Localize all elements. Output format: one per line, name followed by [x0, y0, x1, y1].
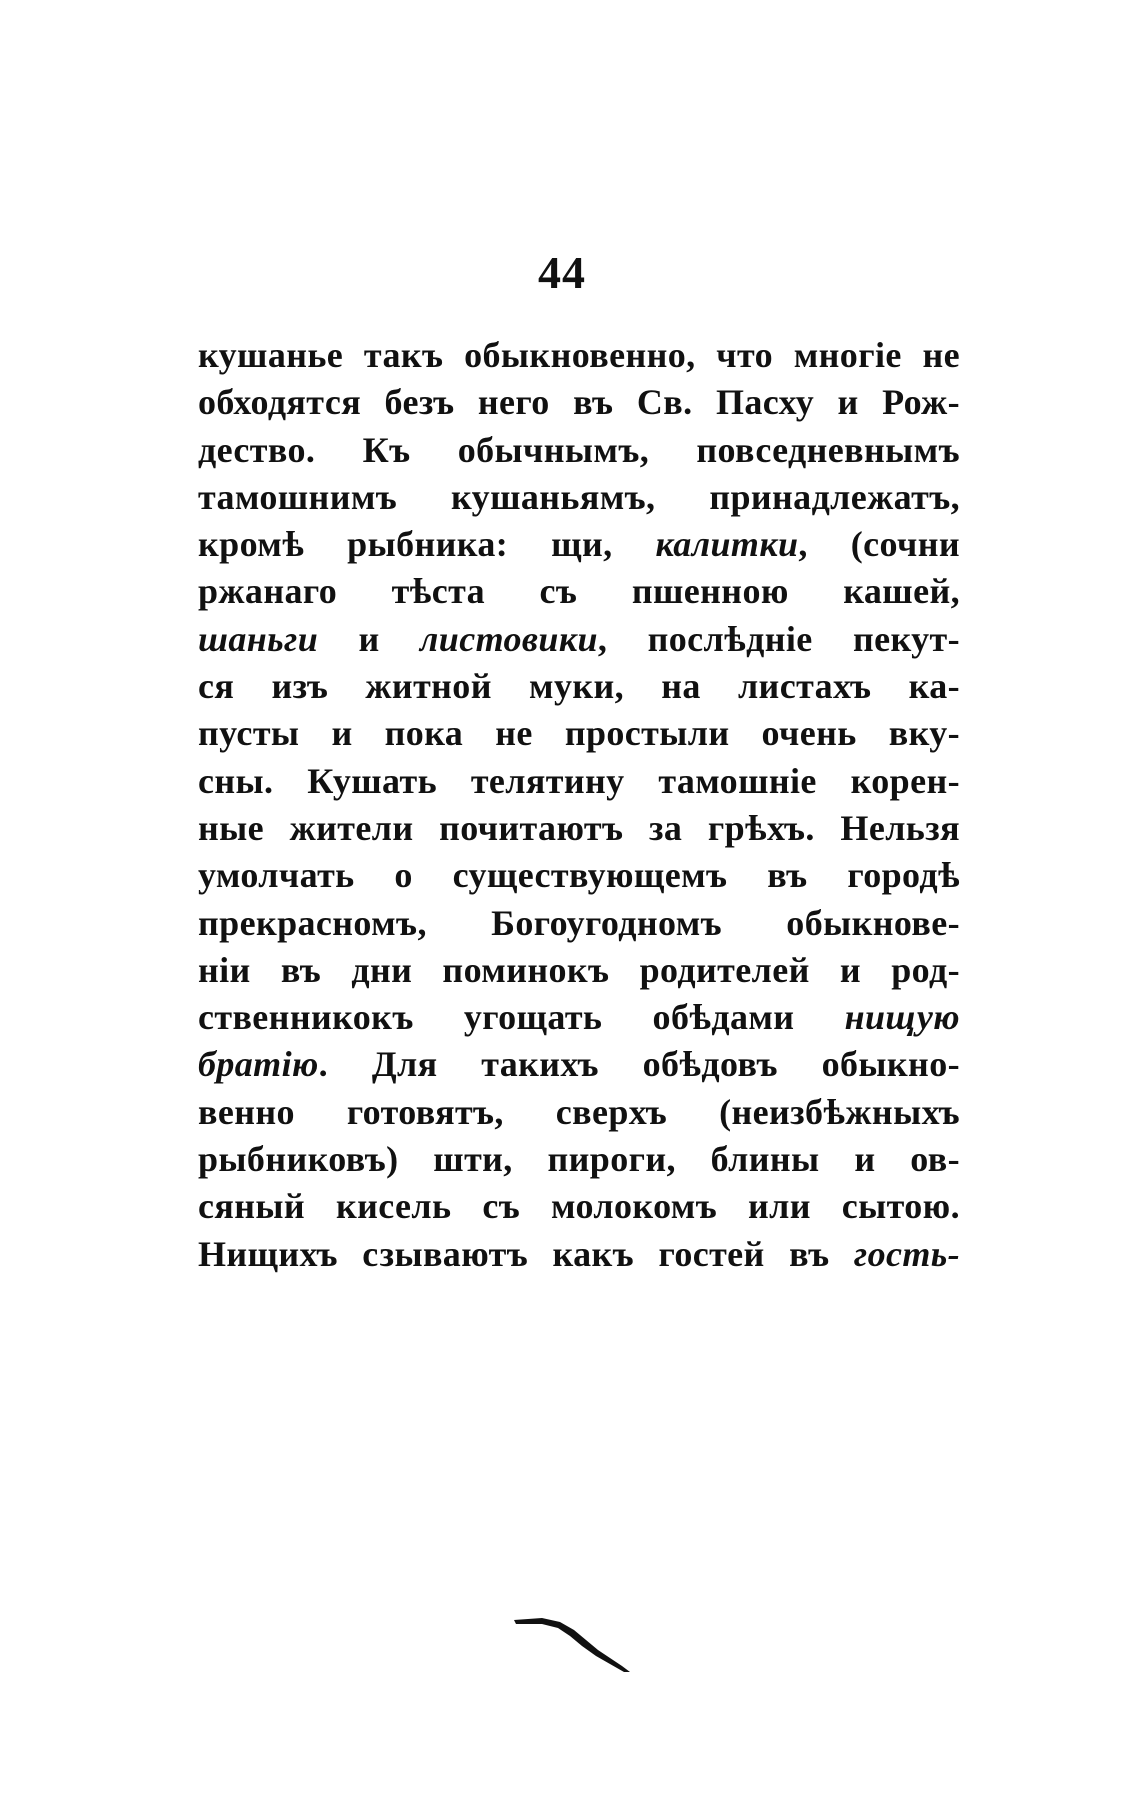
text-segment: пусты и пока не простыли очень вку-: [198, 713, 960, 754]
text-segment: тамошнимъ кушаньямъ, принадлежатъ,: [198, 476, 960, 517]
text-line: [198, 568, 960, 615]
italic-segment: братію: [198, 1044, 319, 1085]
text-line: [198, 758, 960, 805]
text-line: [198, 1041, 960, 1088]
italic-segment: листовики: [419, 618, 598, 659]
italic-segment: шаньги: [198, 618, 319, 659]
text-segment: рыбниковъ) шти, пироги, блины и ов-: [198, 1139, 960, 1180]
text-line: [198, 710, 960, 757]
text-segment: венно готовятъ, сверхъ (неизбѣжныхъ: [198, 1091, 960, 1132]
text-segment: , послѣдніе пекут-: [597, 618, 960, 659]
text-segment: дество. Къ обычнымъ, повседневнымъ: [198, 429, 960, 470]
text-line: [198, 947, 960, 994]
text-segment: ніи въ дни поминокъ родителей и род-: [198, 949, 960, 990]
text-segment: , (сочни: [798, 524, 960, 565]
text-segment: ственникокъ угощать обѣдами: [198, 997, 845, 1038]
text-line: [198, 1231, 960, 1278]
text-line: [198, 616, 960, 663]
text-line: [198, 805, 960, 852]
text-line: [198, 1183, 960, 1230]
ink-smudge: [512, 1614, 642, 1674]
text-segment: сяный кисель съ молокомъ или сытою.: [198, 1186, 960, 1227]
text-segment: кушанье такъ обыкновенно, что многіе не: [198, 335, 960, 375]
text-line: [198, 332, 960, 379]
text-segment: сны. Кушать телятину тамошніе корен-: [198, 760, 960, 801]
text-segment: кромѣ рыбника: щи,: [198, 524, 656, 565]
text-segment: ные жители почитаютъ за грѣхъ. Нельзя: [198, 807, 960, 848]
text-segment: обходятся безъ него въ Св. Пасху и Рож-: [198, 382, 960, 423]
text-segment: умолчать о существующемъ въ городѣ: [198, 855, 960, 896]
text-line: [198, 1089, 960, 1136]
body-text: [198, 332, 960, 1278]
text-segment: прекрасномъ, Богоугодномъ обыкнове-: [198, 902, 960, 943]
text-line: [198, 900, 960, 947]
text-line: [198, 379, 960, 426]
page-number: 44: [538, 247, 586, 298]
text-segment: ся изъ житной муки, на листахъ ка-: [198, 666, 960, 707]
text-line: [198, 994, 960, 1041]
text-line: [198, 1136, 960, 1183]
text-line: [198, 521, 960, 568]
italic-segment: калитки: [655, 524, 799, 565]
text-segment: и: [318, 618, 420, 659]
italic-segment: нищую: [844, 997, 960, 1038]
text-segment: . Для такихъ обѣдовъ обыкно-: [318, 1044, 960, 1085]
text-line: [198, 663, 960, 710]
text-segment: ржанаго тѣста съ пшенною кашей,: [198, 571, 960, 612]
text-line: [198, 427, 960, 474]
text-line: [198, 474, 960, 521]
text-line: [198, 852, 960, 899]
italic-segment: гость-: [853, 1233, 960, 1274]
text-segment: Нищихъ сзываютъ какъ гостей въ: [198, 1233, 854, 1274]
